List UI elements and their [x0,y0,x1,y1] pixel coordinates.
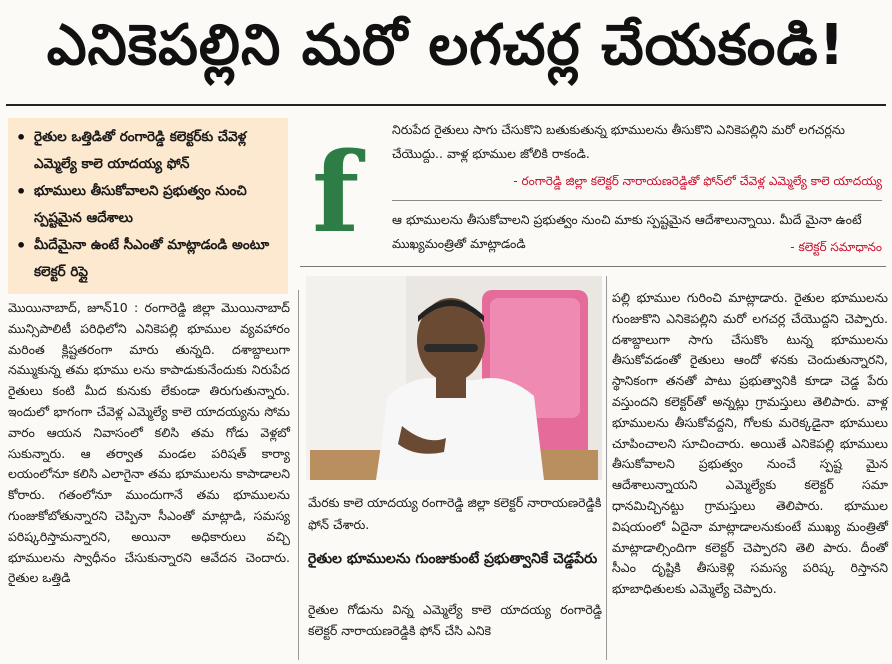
article-text: పల్లి భూముల గురించి మాట్లాడారు. రైతుల భూములను గుంజుకొని ఎనికెపల్లిని మరో లగచర్ల చేయొద్దని చెప్పారు. దశాబ్దాలుగా సాగు చేసుకొం టున్న భూములను తీసుకోవడంతో రైతులు ఆందో ళనకు చెందుతున్నారని, స్థానికంగా తనతో పాటు ప్రభుత్వానికి కూడా చెడ్డ పేరు వస్తుందని కలెక్టర్‌తో అన్నట్లు గ్రామస్తులు తెలిపారు. వాళ్ల భూములను తీసుకోవద్దని, గోలకు మరెక్కడైనా భూములు చూపించాలని సూచించారు. అయితే ఎనికెపల్లి భూములు తీసుకోవాలని ప్రభుత్వం నుంచే స్పష్ట మైన ఆదేశాలున్నాయని ఎమ్మెల్యేకు కలెక్టర్ సమా ధానమిచ్చినట్టు గ్రామస్తులు తెలిపారు. భూముల విషయంలో ఏదైనా మాట్లాడాలనుకుంటే ముఖ్య మంత్రితో మాట్లాడాల్సిందిగా కలెక్టర్ చెప్పారని తెలి పారు. దీంతో సీఎం దృష్టికి తీసుకెళ్లి సమస్య పరిష్క రిస్తానని భూబాధితులకు ఎమ్మెల్యే చెప్పారు. [612,290,888,597]
quote-attribution: - కలెక్టర్ సమాధానం [790,240,882,254]
highlight-item [16,178,280,232]
photo-caption: మేరకు కాలె యాదయ్య రంగారెడ్డి జిల్లా కలెక్టర్ నారాయణరెడ్డికి ఫోన్ చేశారు. [308,495,602,532]
highlight-text: రైతుల ఒత్తిడితో రంగారెడ్డి కలెక్టర్‌కు చేవెళ్ల ఎమ్మెల్యే కాలె యాదయ్య ఫోన్ [34,129,247,172]
column-divider [606,276,607,660]
photo-mla [306,276,602,480]
article-column-left [8,298,290,589]
quote-icon: f [312,128,360,257]
section-divider [300,266,886,267]
highlights-box [8,118,288,294]
column-divider [298,290,299,660]
headline: ఎనికెపల్లిని మరో లగచర్ల చేయకండి! [46,12,846,78]
bullet-icon: • [16,182,27,201]
highlight-item [16,124,280,178]
article-column-right [612,288,888,600]
highlight-text: భూములు తీసుకోవాలని ప్రభుత్వం నుంచి స్పష్టమైన ఆదేశాలు [34,183,247,226]
highlight-text: మీదేమైనా ఉంటే సీఎంతో మాట్లాడండి అంటూ కలెక్టర్ రిప్లై [34,237,270,280]
highlight-item [16,232,280,286]
quote-text: ఆ భూములను తీసుకోవాలని ప్రభుత్వం నుంచి మాకు స్పష్టమైన ఆదేశాలున్నాయి. మీదే మైనా ఉంటే ముఖ్యమంత్రితో మాట్లాడండి [392,212,862,251]
headline-rule [6,104,886,106]
quote-attribution: - రంగారెడ్డి జిల్లా కలెక్టర్ నారాయణరెడ్డితో ఫోన్‌లో చేవెళ్ల ఎమ్మెల్యే కాలె యాదయ్య [513,174,882,188]
bullet-icon: • [16,236,27,255]
article-column-middle [308,600,602,642]
bullet-icon: • [16,128,27,147]
subheading: రైతుల భూములను గుంజుకుంటే ప్రభుత్వానికే చెడ్డపేరు [308,551,598,567]
article-text: రైతుల గోడును విన్న ఎమ్మెల్యే కాలె యాదయ్య రంగారెడ్డి కలెక్టర్ నారాయణరెడ్డికి ఫోన్ చేసి ఎనికె [308,602,602,638]
quote-text: నిరుపేద రైతులు సాగు చేసుకొని బతుకుతున్న భూములను తీసుకొని ఎనికెపల్లిని మరో లగచర్లను చేయొద్దు.. వాళ్ల భూముల జోలికి రాకండి. [392,122,845,161]
quote-divider [392,200,882,201]
article-text: మొయినాబాద్, జూన్10 : రంగారెడ్డి జిల్లా మొయినాబాద్ మున్సిపాలిటీ పరిధిలోని ఎనికెపల్లి భూముల వ్యవహారం మరింత క్లిష్టతరంగా మారు తున్నది. దశాబ్దాలుగా నమ్ముకున్న తమ భూము లను కాపాడుకునేందుకు నిరుపేద రైతులు కంటి మీద కునుకు లేకుండా తిరుగుతున్నారు. ఇందులో భాగంగా చేవెళ్ల ఎమ్మెల్యే కాలె యాదయ్యను సోమ వారం ఆయన నివాసంలో కలిసి తమ గోడు వెళ్లబో సుకున్నారు. ఆ తర్వాత మండల పరిషత్ కార్యా లయంలోనూ కలిసి ఎలాగైనా తమ భూములను కాపాడాలని కోరారు. గతంలోనూ ముందుగానే తమ భూములను గుంజుకోబోతున్నారని చెప్పినా సీఎంతో మాట్లాడి, సమస్య పరిష్కరిస్తామన్నారని, అయినా అధికారులు వచ్చి భూములను స్వాధీనం చేసుకున్నారని ఆవేదన చెందారు. రైతుల ఒత్తిడి [8,300,290,586]
